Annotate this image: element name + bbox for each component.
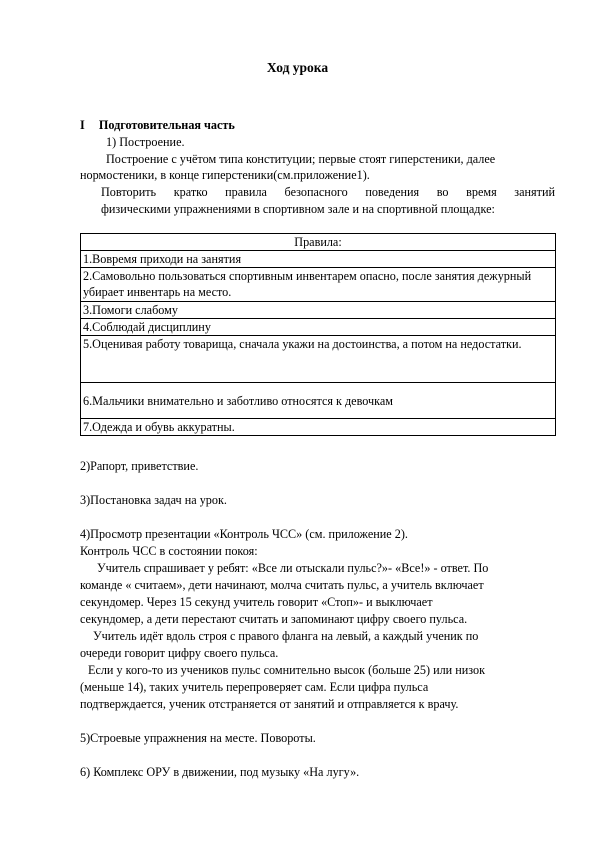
item-4: 4)Просмотр презентации «Контроль ЧСС» (см. приложение 2). (80, 527, 408, 541)
item-5: 5)Строевые упражнения на месте. Повороты. (80, 731, 316, 745)
section-heading (80, 117, 235, 134)
item-1: 1) Построение. (106, 135, 185, 149)
paragraph-line: секундомер, а дети перестают считать и запоминают цифру своего пульса. (80, 612, 468, 626)
paragraph-line: нормостеники, в конце гиперстеники(см.приложение1). (80, 168, 370, 182)
paragraph-line: физическими упражнениями в спортивном зале и на спортивной площадке: (101, 202, 495, 216)
paragraph-line: Учитель спрашивает у ребят: «Все ли отыскали пульс?»- «Все!» - ответ. По (97, 561, 489, 575)
paragraph-line: Построение с учётом типа конституции; первые стоят гиперстеники, далее (106, 152, 496, 166)
item-6: 6) Комплекс ОРУ в движении, под музыку «На лугу». (80, 765, 360, 779)
paragraph-line: (меньше 14), таких учитель перепроверяет сам. Если цифра пульса (80, 680, 429, 694)
table-row: 2.Самовольно пользоваться спортивным инвентарем опасно, после занятия дежурный убирает инвентарь на место. (81, 268, 556, 302)
section-title: Подготовительная часть (98, 118, 235, 132)
table-row: 6.Мальчики внимательно и заботливо относятся к девочкам (81, 383, 556, 419)
paragraph-line: Если у кого-то из учеников пульс сомнительно высок (больше 25) или низок (88, 663, 486, 677)
rules-table (80, 233, 556, 436)
paragraph-line: подтверждается, ученик отстраняется от занятий и отправляется к врачу. (80, 697, 459, 711)
paragraph-line: команде « считаем», дети начинают, молча считать пульс, а учитель включает (80, 578, 484, 592)
paragraph-line: секундомер. Через 15 секунд учитель говорит «Стоп»- и выключает (80, 595, 433, 609)
page-title: Ход урока (266, 60, 329, 75)
table-row: 1.Вовремя приходи на занятия (81, 251, 556, 268)
table-row: 7.Одежда и обувь аккуратны. (81, 419, 556, 436)
table-row: 3.Помоги слабому (81, 302, 556, 319)
paragraph-line: Контроль ЧСС в состоянии покоя: (80, 544, 258, 558)
table-row: 4.Соблюдай дисциплину (81, 319, 556, 336)
paragraph-line: очереди говорит цифру своего пульса. (80, 646, 279, 660)
table-row: 5.Оценивая работу товарища, сначала укажи на достоинства, а потом на недостатки. (81, 336, 556, 383)
section-number: I (80, 118, 85, 132)
item-3: 3)Постановка задач на урок. (80, 493, 227, 507)
paragraph-line: Повторить кратко правила безопасного поведения во время занятий (101, 185, 555, 199)
paragraph-line: Учитель идёт вдоль строя с правого фланга на левый, а каждый ученик по (93, 629, 479, 643)
rules-table-header: Правила: (81, 234, 556, 251)
item-2: 2)Рапорт, приветствие. (80, 459, 199, 473)
